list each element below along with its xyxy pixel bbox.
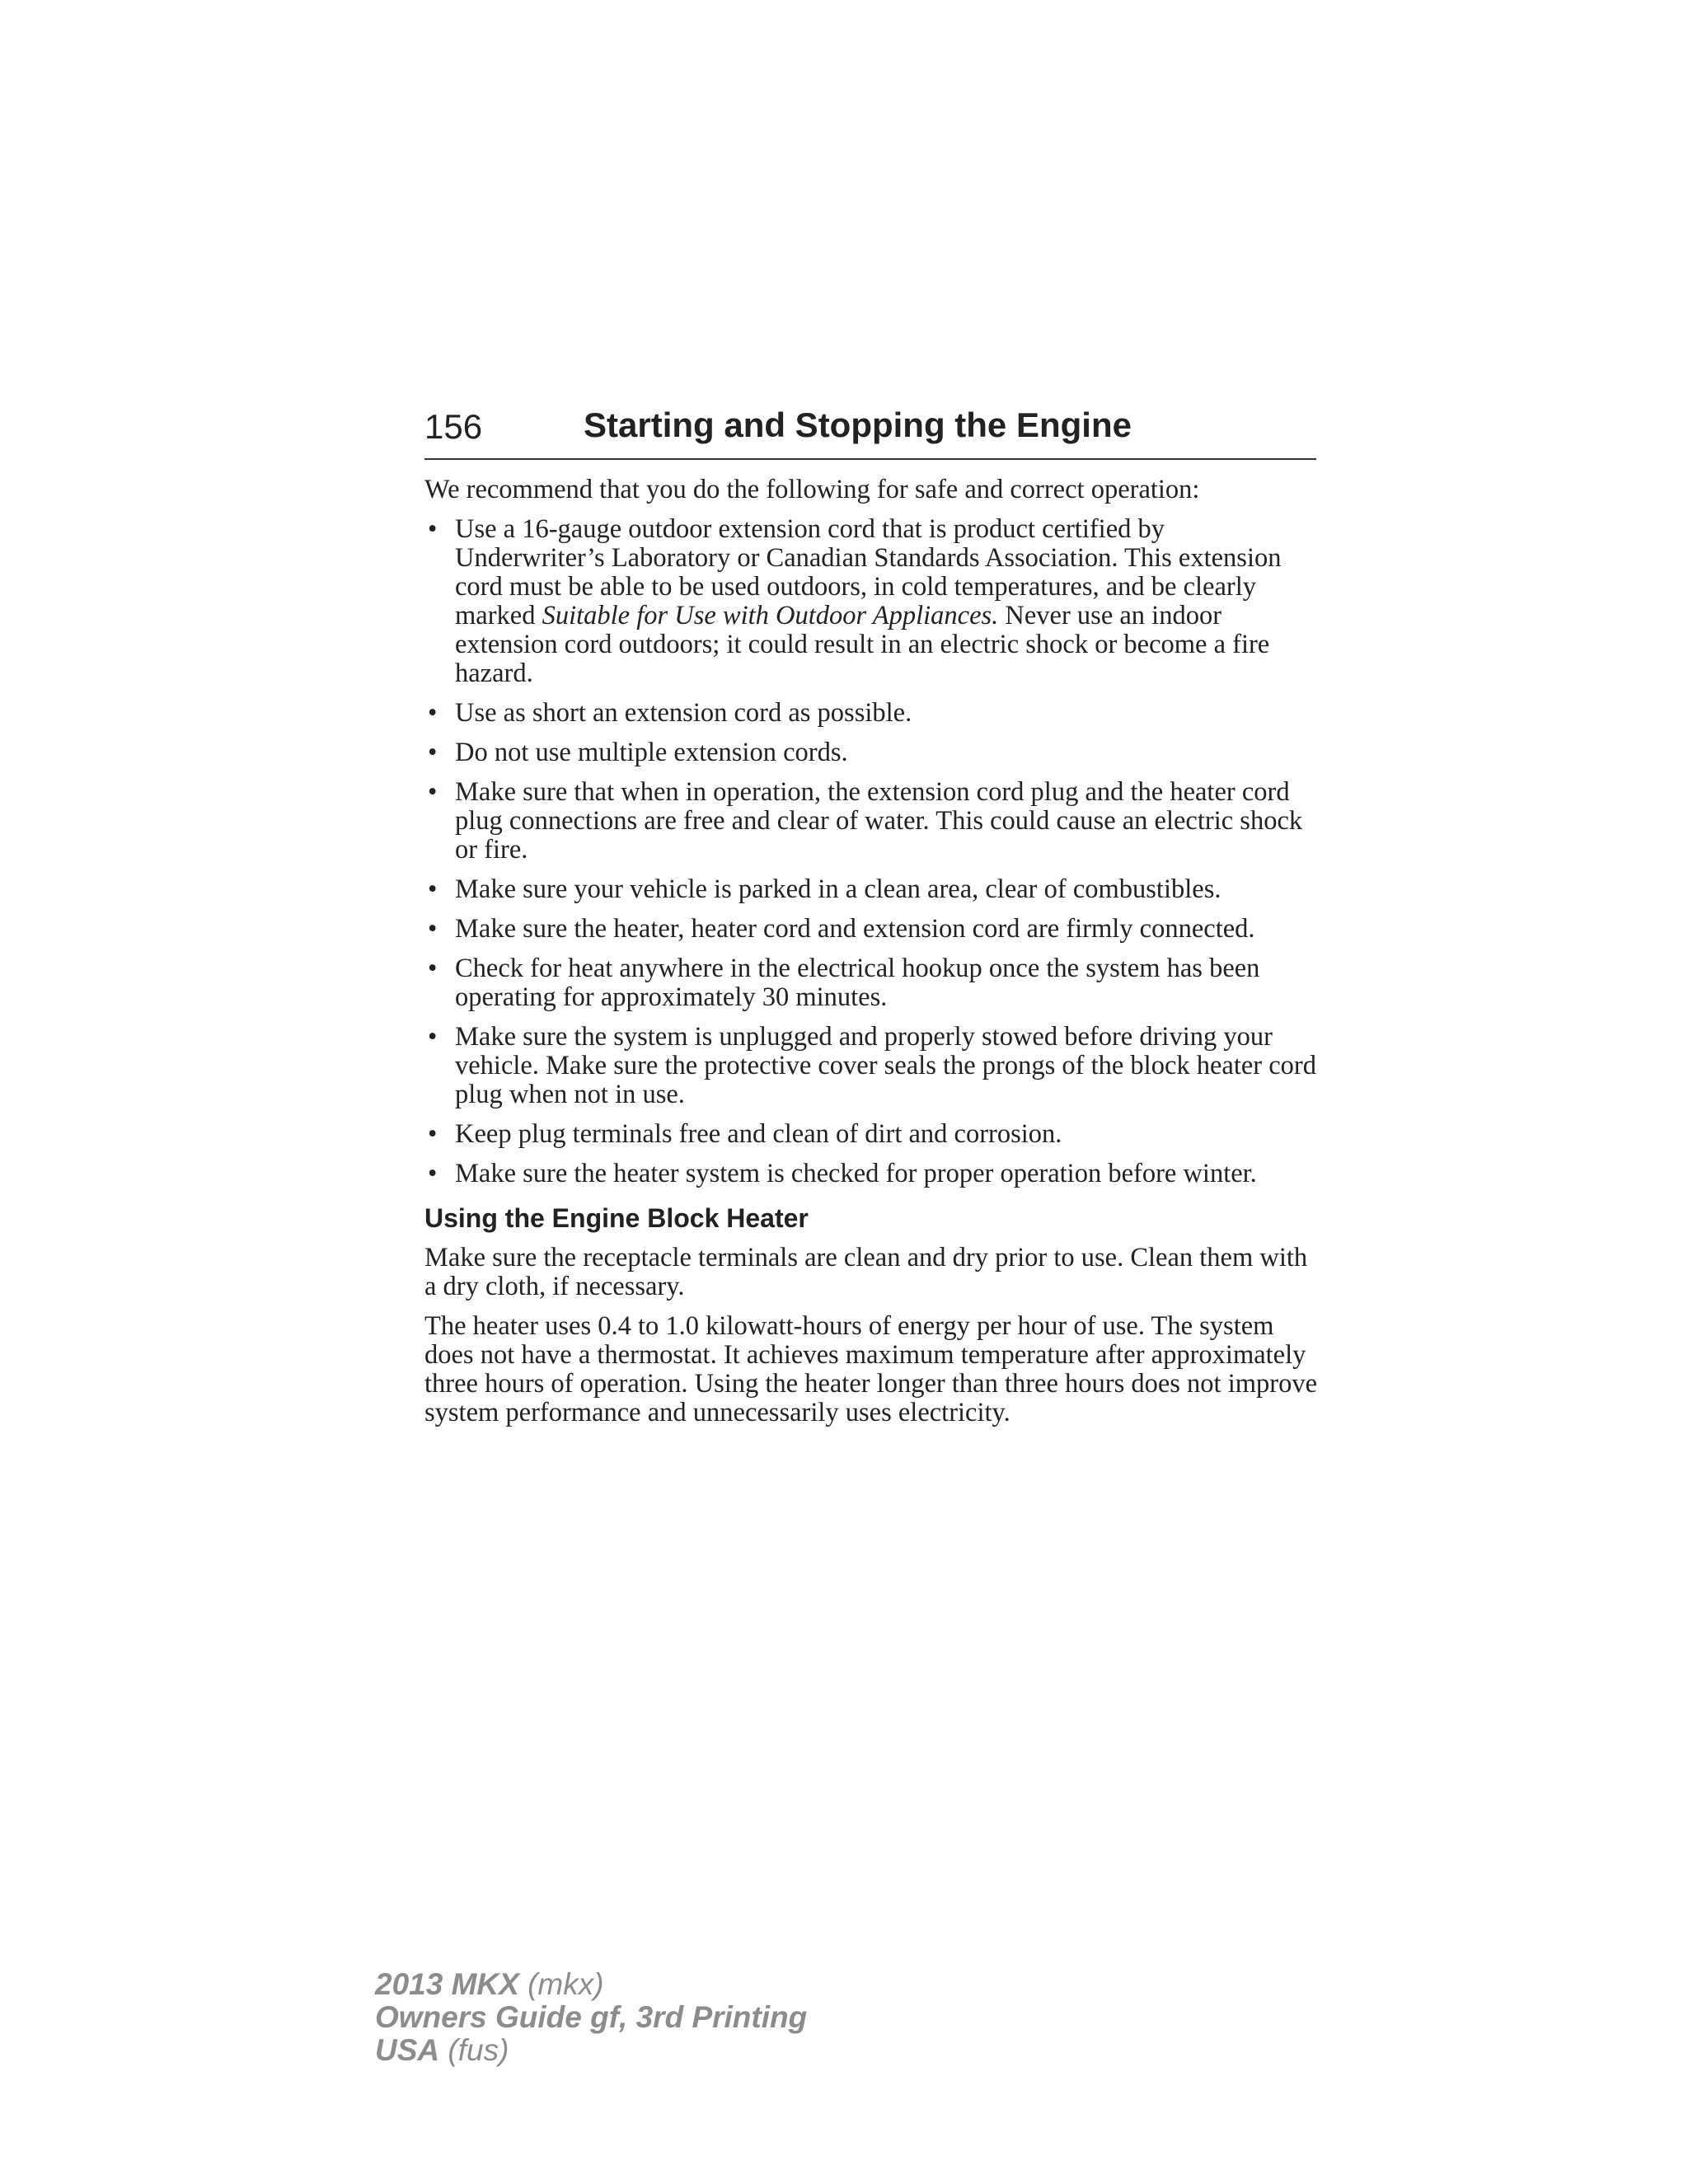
bullet-text: Use a 16-gauge outdoor extension cord that is product certified by Underwriter’s Laboratory or Canadian Standards Association. This extension cord must be able to be used outdoors, in cold temperatures, and be clearly marked [455, 514, 1282, 630]
bullet-text: Use as short an extension cord as possible. [455, 698, 912, 728]
page-content [424, 476, 1319, 1438]
bullet-item [424, 875, 1319, 904]
bullet-text: Make sure the system is unplugged and properly stowed before driving your vehicle. Make sure the protective cover seals the prongs of the block heater cord plug when not in use. [455, 1022, 1316, 1109]
page-header [424, 402, 1316, 460]
footer-region: USA [375, 2033, 440, 2067]
bullet-icon: • [428, 954, 438, 983]
bullet-icon: • [428, 914, 438, 944]
bullet-item [424, 954, 1319, 1012]
print-footer [375, 1968, 807, 2067]
bullet-item [424, 915, 1319, 944]
bullet-icon: • [428, 738, 438, 767]
bullet-item [424, 1120, 1319, 1149]
footer-model-code: (mkx) [518, 1967, 604, 2001]
bullet-text: Make sure the heater system is checked for proper operation before winter. [455, 1159, 1257, 1188]
bullet-item [424, 778, 1319, 865]
bullet-icon: • [428, 1159, 438, 1188]
bullet-text: Make sure your vehicle is parked in a clean area, clear of combustibles. [455, 874, 1221, 904]
body-paragraph: The heater uses 0.4 to 1.0 kilowatt-hours of energy per hour of use. The system does not have a thermostat. It achieves maximum temperature after approximately three hours of operation. Using the heater longer than three hours does not improve system performance and unnecessarily uses electricity. [424, 1311, 1318, 1427]
bullet-item [424, 515, 1319, 688]
footer-region-code: (fus) [439, 2033, 509, 2067]
bullet-item [424, 738, 1319, 767]
bullet-icon: • [428, 874, 438, 904]
bullet-text: Keep plug terminals free and clean of dirt and corrosion. [455, 1119, 1062, 1149]
bullet-text: Check for heat anywhere in the electrical hookup once the system has been operating for approximately 30 minutes. [455, 954, 1260, 1012]
bullet-text: Do not use multiple extension cords. [455, 738, 848, 767]
subsection-heading: Using the Engine Block Heater [424, 1203, 809, 1233]
bullet-text-italic: Suitable for Use with Outdoor Appliances. [542, 601, 999, 630]
body-paragraph: Make sure the receptacle terminals are clean and dry prior to use. Clean them with a dry cloth, if necessary. [424, 1243, 1308, 1301]
footer-line-model [375, 1968, 807, 2001]
bullet-text: Make sure the heater, heater cord and extension cord are firmly connected. [455, 914, 1255, 944]
bullet-icon: • [428, 1119, 438, 1149]
bullet-icon: • [428, 1022, 438, 1052]
bullet-text: Never use an indoor extension cord outdoors; it could result in an electric shock or become a fire hazard. [455, 601, 1270, 688]
bullet-icon: • [428, 514, 438, 544]
footer-model: 2013 MKX [375, 1967, 519, 2001]
section-title: Starting and Stopping the Engine [584, 405, 1132, 444]
bullet-text: Make sure that when in operation, the extension cord plug and the heater cord plug connections are free and clear of water. This could cause an electric shock or fire. [455, 777, 1303, 865]
bullet-item [424, 699, 1319, 728]
bullet-icon: • [428, 777, 438, 807]
intro-paragraph: We recommend that you do the following for safe and correct operation: [424, 475, 1200, 504]
footer-line-guide [375, 2001, 807, 2034]
footer-line-region [375, 2034, 807, 2067]
safety-bullet-list [424, 515, 1319, 1188]
footer-guide: Owners Guide gf, 3rd Printing [375, 2000, 808, 2034]
bullet-icon: • [428, 698, 438, 728]
bullet-item [424, 1023, 1319, 1109]
page-number: 156 [424, 407, 483, 446]
bullet-item [424, 1160, 1319, 1188]
